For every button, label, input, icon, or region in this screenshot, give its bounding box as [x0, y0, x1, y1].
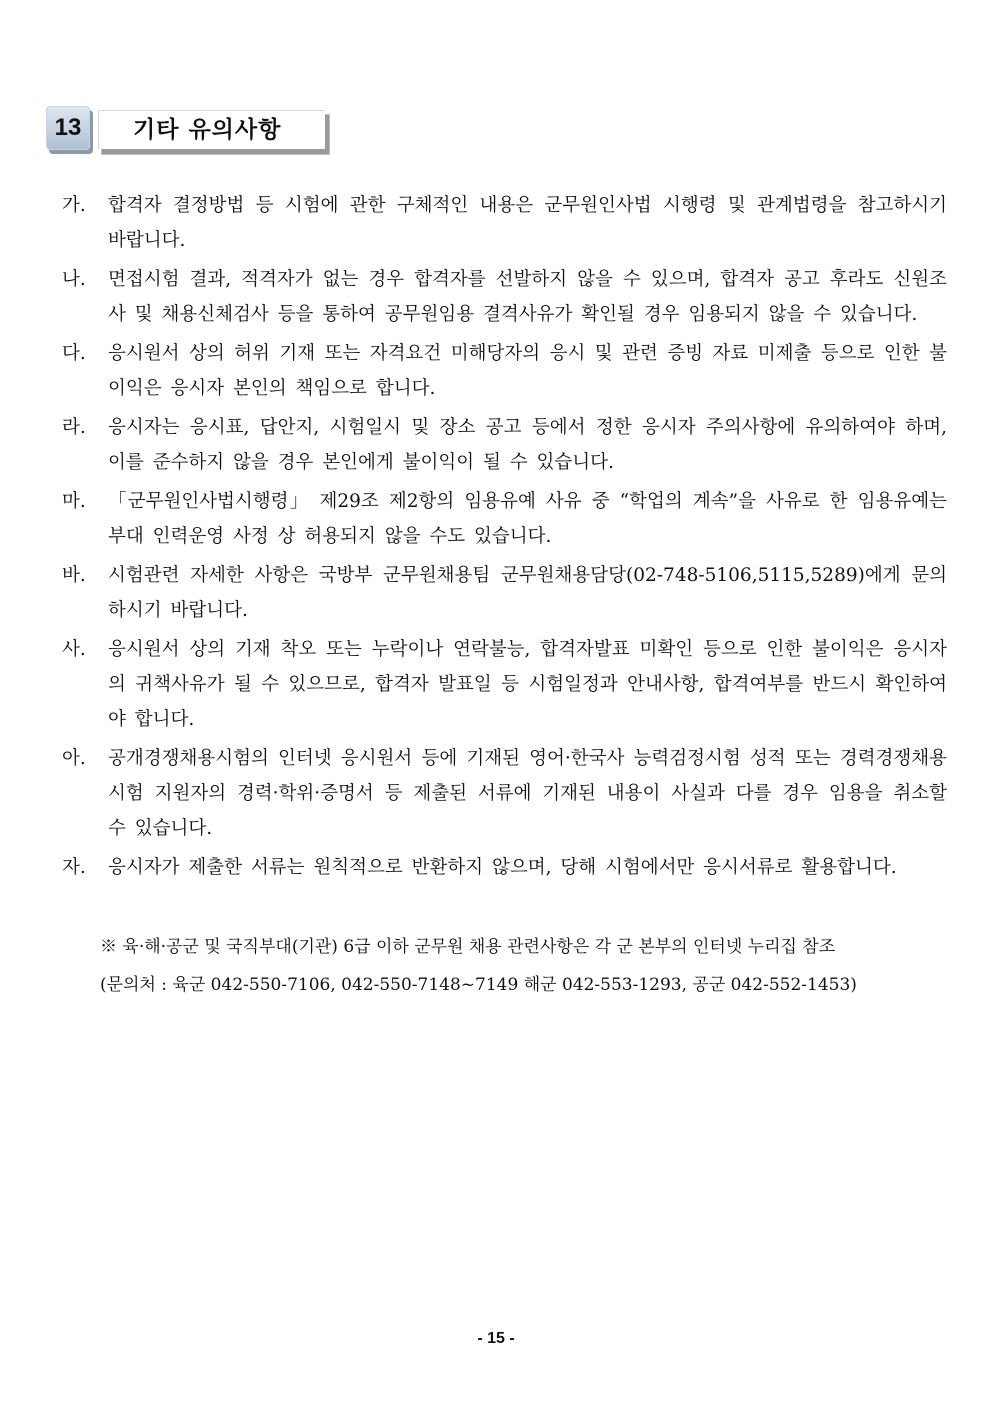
item-marker: 마.: [62, 491, 86, 512]
notice-item-ga: [62, 188, 947, 258]
notice-item-ma: [62, 484, 947, 554]
notice-item-ba: [62, 558, 947, 628]
item-text: 공개경쟁채용시험의 인터넷 응시원서 등에 기재된 영어·한국사 능력검정시험 성적 또는 경력경쟁채용시험 지원자의 경력·학위·증명서 등 제출된 서류에 기재된 내용이 사실과 다를 경우 임용을 취소할 수 있습니다.: [108, 748, 947, 839]
item-marker: 다.: [62, 343, 86, 364]
item-text: 응시자가 제출한 서류는 원칙적으로 반환하지 않으며, 당해 시험에서만 응시서류로 활용합니다.: [108, 857, 897, 878]
item-text: 「군무원인사법시행령」 제29조 제2항의 임용유예 사유 중 “학업의 계속”을 사유로 한 임용유예는 부대 인력운영 사정 상 허용되지 않을 수도 있습니다.: [108, 491, 947, 547]
item-marker: 자.: [62, 857, 86, 878]
notice-item-ja: [62, 850, 947, 885]
item-marker: 나.: [62, 269, 86, 290]
note-contact: (문의처 : 육군 042-550-7106, 042-550-7148~7149 해군 042-553-1293, 공군 042-552-1453): [100, 975, 857, 995]
item-text: 합격자 결정방법 등 시험에 관한 구체적인 내용은 군무원인사법 시행령 및 관계법령을 참고하시기 바랍니다.: [108, 195, 947, 251]
reference-notes: [100, 928, 950, 1004]
notice-item-a: [62, 741, 947, 846]
notice-item-sa: [62, 632, 947, 737]
section-title: 기타 유의사항: [133, 117, 282, 143]
item-marker: 아.: [62, 748, 86, 769]
section-number-badge: [46, 106, 90, 150]
item-text: 응시원서 상의 허위 기재 또는 자격요건 미해당자의 응시 및 관련 증빙 자료 미제출 등으로 인한 불이익은 응시자 본인의 책임으로 합니다.: [108, 343, 947, 399]
item-text: 응시자는 응시표, 답안지, 시험일시 및 장소 공고 등에서 정한 응시자 주의사항에 유의하여야 하며, 이를 준수하지 않을 경우 본인에게 불이익이 될 수 있습니다.: [108, 417, 947, 473]
page-number: - 15 -: [477, 1330, 515, 1347]
section-header: [46, 106, 336, 158]
item-text: 응시원서 상의 기재 착오 또는 누락이나 연락불능, 합격자발표 미확인 등으로 인한 불이익은 응시자의 귀책사유가 될 수 있으므로, 합격자 발표일 등 시험일정과 안내사항, 합격여부를 반드시 확인하여야 합니다.: [108, 639, 947, 730]
item-marker: 사.: [62, 639, 86, 660]
item-text: 면접시험 결과, 적격자가 없는 경우 합격자를 선발하지 않을 수 있으며, 합격자 공고 후라도 신원조사 및 채용신체검사 등을 통하여 공무원임용 결격사유가 확인될 경우 임용되지 않을 수 있습니다.: [108, 269, 947, 325]
section-number: 13: [54, 114, 82, 141]
notice-item-ra: [62, 410, 947, 480]
notice-list: [62, 188, 947, 889]
notice-item-da: [62, 336, 947, 406]
item-text: 시험관련 자세한 사항은 국방부 군무원채용팀 군무원채용담당(02-748-5106,5115,5289)에게 문의하시기 바랍니다.: [108, 565, 947, 621]
section-title-box: [98, 110, 325, 149]
note-reference: ※ 육·해·공군 및 국직부대(기관) 6급 이하 군무원 채용 관련사항은 각 군 본부의 인터넷 누리집 참조: [100, 937, 836, 957]
item-marker: 라.: [62, 417, 86, 438]
item-marker: 바.: [62, 565, 86, 586]
notice-item-na: [62, 262, 947, 332]
item-marker: 가.: [62, 195, 86, 216]
